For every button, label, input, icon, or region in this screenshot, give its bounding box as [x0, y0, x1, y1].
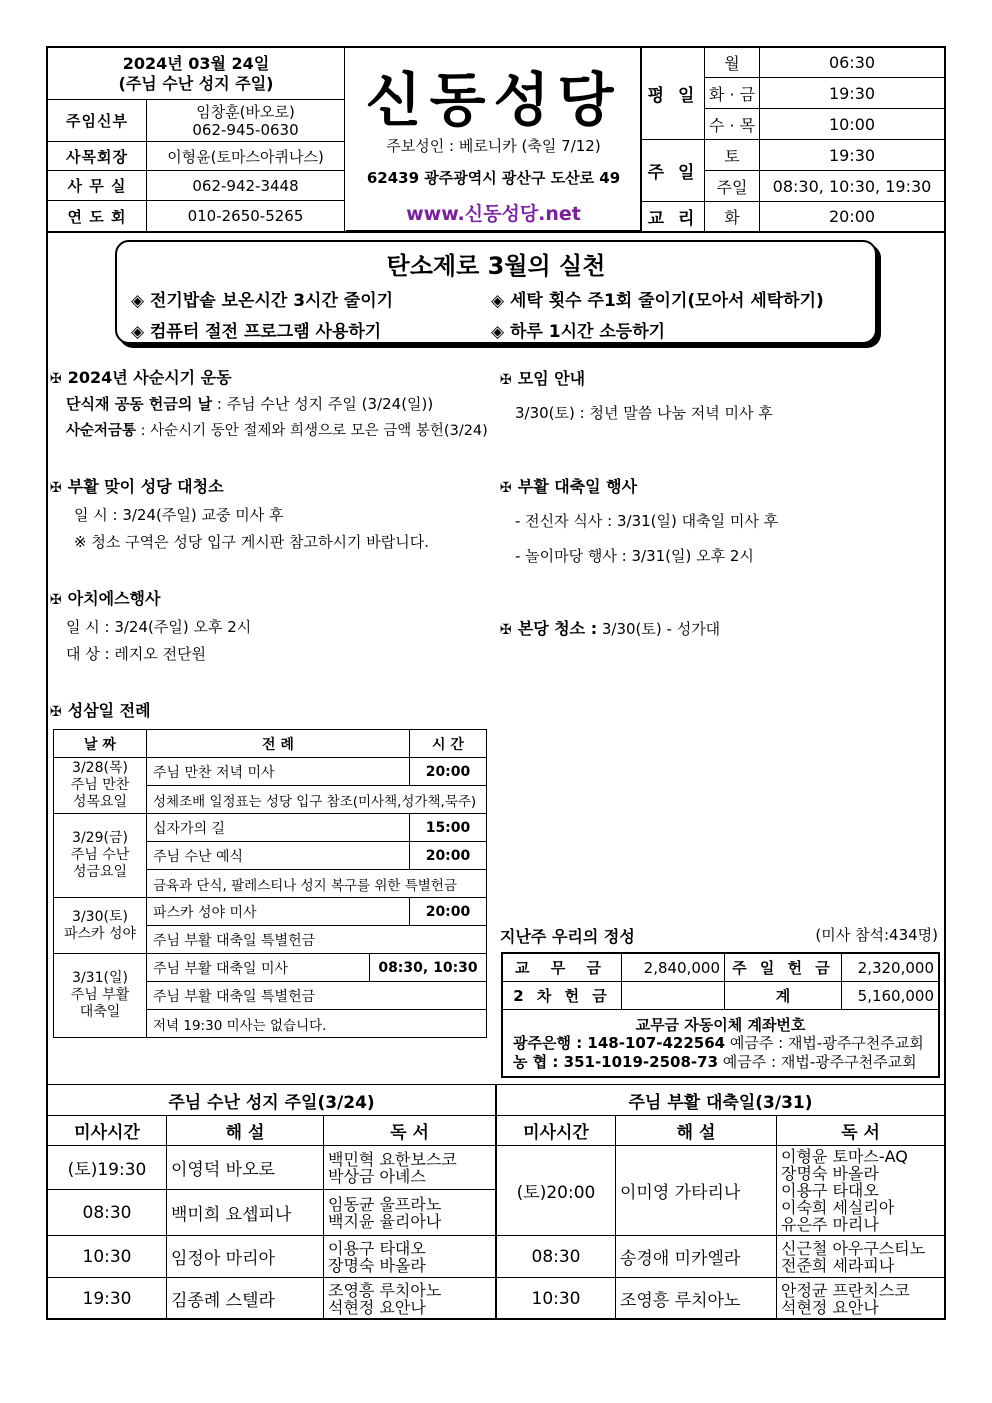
pastor-phone: 062-945-0630 [192, 120, 299, 139]
readers: 조영흥 루치아노 석현정 요안나 [324, 1278, 496, 1320]
church-cleaning: ✠ 본당 청소 : 3/30(토) - 성가대 [500, 619, 721, 638]
liturgy-time: 15:00 [410, 814, 487, 842]
cross-icon: ✠ [50, 371, 62, 387]
liturgy-time: 20:00 [410, 898, 487, 926]
patron-saint: 주보성인 : 베로니카 (축일 7/12) [386, 137, 601, 155]
col-header-readers: 독 서 [777, 1116, 945, 1146]
address: 62439 광주광역시 광산구 도산로 49 [366, 169, 621, 187]
col-header-rite: 전 례 [147, 730, 410, 758]
cleaning-section-title: ✠ 부활 맞이 성당 대청소 [50, 477, 224, 496]
liturgy-date: 3/29(금) 주님 수난 성금요일 [54, 814, 147, 898]
liturgy-rite: 성체조배 일정표는 성당 입구 참조(미사책,성가책,묵주) [147, 786, 487, 814]
yeondo-value: 010-2650-5265 [147, 201, 345, 232]
easter-event-title: ✠ 부활 대축일 행사 [500, 477, 638, 496]
liturgy-rite: 금육과 단식, 팔레스티나 성지 복구를 위한 특별헌금 [147, 870, 487, 898]
liturgy-date: 3/30(토) 파스카 성야 [54, 898, 147, 954]
schedule-time: 06:30 [760, 48, 945, 78]
gyomu-value: 2,840,000 [622, 954, 725, 982]
bulletin-date: 2024년 03월 24일 [122, 53, 270, 73]
bank-account-1: 광주은행 : 148-107-422564 예금주 : 재법-광주구천주교회 [513, 1034, 924, 1052]
parish-name: 신동성당 [365, 66, 622, 134]
cleaning-line-2: ※ 청소 구역은 성당 입구 게시판 참고하시기 바랍니다. [74, 533, 430, 551]
col-header-time: 시 간 [410, 730, 487, 758]
cross-icon: ✠ [50, 592, 62, 608]
mass-time: 08:30 [497, 1236, 616, 1278]
council-value: 이형윤(토마스아퀴나스) [147, 142, 345, 171]
pastor-name: 임창훈(바오로) [196, 102, 295, 121]
commentator: 이영덕 바오로 [167, 1146, 324, 1190]
schedule-time: 19:30 [760, 78, 945, 109]
schedule-time: 10:00 [760, 109, 945, 140]
commentator: 임정아 마리아 [167, 1236, 324, 1278]
church-cleaning-title: ✠ 본당 청소 : [500, 619, 598, 638]
meeting-line-1: 3/30(토) : 청년 말씀 나눔 저녁 미사 후 [515, 404, 773, 422]
cross-icon: ✠ [500, 622, 512, 638]
liturgy-rite: 파스카 성야 미사 [147, 898, 410, 926]
header-divider [47, 231, 945, 233]
pastor-value [147, 100, 345, 142]
cross-icon: ✠ [50, 704, 62, 720]
cross-icon: ✠ [500, 480, 512, 496]
offering-title: 지난주 우리의 정성 [500, 927, 635, 946]
gyomu-label: 교 무 금 [503, 954, 622, 982]
mass-time: 10:30 [497, 1278, 616, 1320]
mass-time: 08:30 [48, 1190, 167, 1236]
mass-time: 19:30 [48, 1278, 167, 1320]
meeting-section-title: ✠ 모임 안내 [500, 369, 586, 388]
commentator: 김종례 스텔라 [167, 1278, 324, 1320]
sunday-name: (주님 수난 성지 주일) [118, 73, 274, 93]
yeondo-label: 연 도 회 [48, 201, 147, 232]
cross-icon: ✠ [500, 372, 512, 388]
col-header-readers: 독 서 [324, 1116, 496, 1146]
triduum-liturgy-table [53, 729, 487, 1038]
mass-schedule-table [641, 47, 945, 232]
pastor-label: 주임신부 [48, 100, 147, 142]
parish-info-table [47, 47, 345, 232]
schedule-day: 토 [705, 140, 760, 171]
lent-section-title: ✠ 2024년 사순시기 운동 [50, 368, 232, 387]
total-value: 5,160,000 [842, 982, 939, 1010]
sunday-label: 주 일 [642, 140, 705, 202]
total-label: 계 [725, 982, 842, 1010]
schedule-time: 20:00 [760, 202, 945, 232]
lent-line-1: 단식재 공동 헌금의 날 : 주님 수난 성지 주일 (3/24(일)) [66, 395, 434, 413]
liturgy-date: 3/31(일) 주님 부활 대축일 [54, 954, 147, 1038]
second-offering-value [622, 982, 725, 1010]
acies-line-1: 일 시 : 3/24(주일) 오후 2시 [66, 618, 252, 636]
banner-item: ◈ 하루 1시간 소등하기 [491, 322, 666, 342]
easter-event-line-1: - 전신자 식사 : 3/31(일) 대축일 미사 후 [515, 512, 779, 530]
triduum-section-title: ✠ 성삼일 전례 [50, 701, 151, 720]
schedule-day: 주일 [705, 171, 760, 202]
mass-roles-left-table [47, 1084, 496, 1320]
liturgy-rite: 주님 수난 예식 [147, 842, 410, 870]
readers: 백민혁 요한보스코 박상금 아녜스 [324, 1146, 496, 1190]
banner-item: ◈ 컴퓨터 절전 프로그램 사용하기 [131, 322, 382, 342]
schedule-day: 월 [705, 48, 760, 78]
council-label: 사목회장 [48, 142, 147, 171]
cross-icon: ✠ [50, 480, 62, 496]
liturgy-rite: 주님 부활 대축일 미사 [147, 954, 370, 982]
liturgy-time: 20:00 [410, 842, 487, 870]
banner-item: ◈ 세탁 횟수 주1회 줄이기(모아서 세탁하기) [491, 291, 824, 311]
liturgy-rite: 주님 부활 대축일 특별헌금 [147, 982, 487, 1010]
commentator: 송경애 미카엘라 [616, 1236, 777, 1278]
acies-line-2: 대 상 : 레지오 전단원 [66, 645, 207, 663]
banner-title: 탄소제로 3월의 실천 [386, 252, 606, 280]
schedule-time: 19:30 [760, 140, 945, 171]
attendance-count: (미사 참석:434명) [815, 926, 938, 944]
liturgy-rite: 십자가의 길 [147, 814, 410, 842]
col-header-commentator: 해 설 [616, 1116, 777, 1146]
weekday-label: 평 일 [642, 48, 705, 140]
liturgy-time: 08:30, 10:30 [370, 954, 487, 982]
col-header-mass-time: 미사시간 [497, 1116, 616, 1146]
liturgy-rite: 주님 만찬 저녁 미사 [147, 758, 410, 786]
office-label: 사 무 실 [48, 171, 147, 201]
lent-line-2: 사순저금통 : 사순시기 동안 절제와 희생으로 모은 금액 봉헌(3/24) [66, 423, 488, 439]
offering-table [503, 954, 938, 1010]
doctrine-label: 교 리 [642, 202, 705, 232]
schedule-time: 08:30, 10:30, 19:30 [760, 171, 945, 202]
website-link[interactable]: www.신동성당.net [406, 203, 581, 225]
commentator: 조영흥 루치아노 [616, 1278, 777, 1320]
bank-title: 교무금 자동이체 계좌번호 [635, 1016, 806, 1034]
acies-section-title: ✠ 아치에스행사 [50, 589, 161, 608]
col-header-mass-time: 미사시간 [48, 1116, 167, 1146]
liturgy-time: 20:00 [410, 758, 487, 786]
liturgy-rite: 저녁 19:30 미사는 없습니다. [147, 1010, 487, 1038]
second-offering-label: 2 차 헌 금 [503, 982, 622, 1010]
cleaning-line-1: 일 시 : 3/24(주일) 교중 미사 후 [74, 506, 284, 524]
liturgy-date: 3/28(목) 주님 만찬 성목요일 [54, 758, 147, 814]
mass-time: (토)20:00 [497, 1146, 616, 1236]
liturgy-rite: 주님 부활 대축일 특별헌금 [147, 926, 487, 954]
readers: 안정균 프란치스코 석현정 요안나 [777, 1278, 945, 1320]
easter-event-line-2: - 놀이마당 행사 : 3/31(일) 오후 2시 [515, 547, 754, 565]
readers: 이용구 타대오 장명숙 바올라 [324, 1236, 496, 1278]
office-value: 062-942-3448 [147, 171, 345, 201]
readers: 신근철 아우구스티노 전준희 세라피나 [777, 1236, 945, 1278]
sunday-offering-value: 2,320,000 [842, 954, 939, 982]
carbon-zero-banner [115, 240, 877, 344]
mass-roles-right-title: 주님 부활 대축일(3/31) [497, 1085, 945, 1116]
bank-account-2: 농 협 : 351-1019-2508-73 예금주 : 재법-광주구천주교회 [513, 1053, 917, 1071]
col-header-commentator: 해 설 [167, 1116, 324, 1146]
commentator: 백미희 요셉피나 [167, 1190, 324, 1236]
commentator: 이미영 가타리나 [616, 1146, 777, 1236]
mass-roles-right-table [496, 1084, 945, 1320]
banner-item: ◈ 전기밥솥 보온시간 3시간 줄이기 [131, 291, 394, 311]
mass-time: 10:30 [48, 1236, 167, 1278]
header-center [346, 47, 641, 231]
readers: 이형윤 토마스-AQ 장명숙 바올라 이용구 타대오 이숙희 세실리아 유은주 마리나 [777, 1146, 945, 1236]
offering-box [501, 952, 940, 1078]
schedule-day: 수 · 목 [705, 109, 760, 140]
schedule-day: 화 [705, 202, 760, 232]
mass-time: (토)19:30 [48, 1146, 167, 1190]
mass-roles-left-title: 주님 수난 성지 주일(3/24) [48, 1085, 496, 1116]
readers: 임동균 울프라노 백지윤 율리아나 [324, 1190, 496, 1236]
sunday-offering-label: 주 일 헌 금 [725, 954, 842, 982]
schedule-day: 화 · 금 [705, 78, 760, 109]
col-header-date: 날 짜 [54, 730, 147, 758]
date-cell [48, 48, 345, 100]
